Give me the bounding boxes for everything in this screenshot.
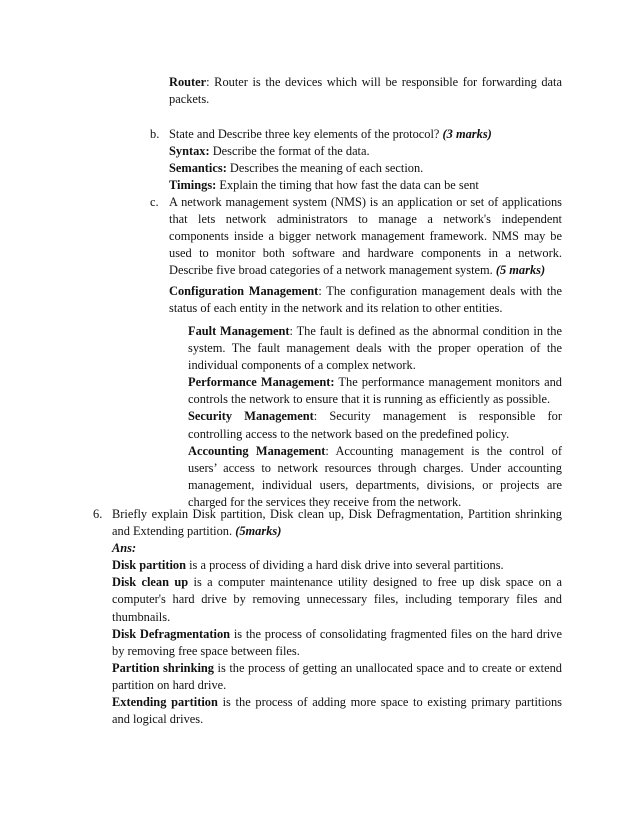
accounting-management-paragraph: Accounting Management: Accounting management is the control of users’ access to network resources through charges. Under accounting management, individual users, departments, divisions, or projects are charged for the services they receive from the network. [188, 443, 562, 509]
question-6-number: 6. [93, 507, 103, 521]
fault-management-paragraph: Fault Management: The fault is defined as the abnormal condition in the system. The fault management deals with the proper operation of the individual components of a complex network. [188, 324, 562, 373]
router-term: Router [169, 75, 207, 89]
answer-label: Ans: [112, 541, 137, 556]
security-management-paragraph: Security Management: Security management is responsible for controlling access to the network based on the predefined policy. [188, 409, 562, 441]
question-b-marks: (3 marks) [442, 127, 492, 141]
question-6 [112, 506, 562, 728]
disk-defragmentation-paragraph: Disk Defragmentation is the process of consolidating fragmented files on the hard drive by removing free space between files. [112, 626, 562, 658]
question-b [169, 126, 562, 194]
timings-line: Timings: Explain the timing that how fast the data can be sent [169, 178, 479, 193]
partition-shrinking-paragraph: Partition shrinking is the process of getting an unallocated space and to create or extend partition on hard drive. [112, 660, 563, 692]
performance-management-paragraph: Performance Management: The performance management monitors and controls the network to ensure that it is running as efficiently as possible. [188, 375, 562, 407]
question-c-marks: (5 marks) [495, 263, 546, 278]
router-text: : Router is the devices which will be responsible for forwarding data packets. [169, 75, 562, 107]
configuration-management-paragraph: Configuration Management: The configuration management deals with the status of each entity in the network and its relation to other entities. [169, 284, 562, 316]
question-c-label: c. [150, 195, 159, 209]
configuration-management-term: Configuration Management [169, 284, 319, 298]
question-b-label: b. [150, 127, 160, 141]
question-b-text: State and Describe three key elements of the protocol? (3 marks) [169, 127, 492, 141]
router-paragraph [169, 74, 562, 108]
question-c-text: A network management system (NMS) is an application or set of applications that lets network administrators to manage a network's independent components inside a bigger network management framework. NMS may be used to monitor both software and hardware components in a network. Describe five broad categories of a network management system. (5 marks) [169, 195, 562, 278]
disk-cleanup-paragraph: Disk clean up is a computer maintenance utility designed to free up disk space on a computer's hard drive by removing unnecessary files, including temporary files and thumbnails. [112, 575, 563, 624]
nms-categories-list [188, 323, 562, 511]
syntax-line: Syntax: Describe the format of the data. [169, 144, 370, 159]
question-6-marks: (5marks) [235, 524, 282, 539]
semantics-line: Semantics: Describes the meaning of each section. [169, 161, 424, 176]
question-6-text: Briefly explain Disk partition, Disk clean up, Disk Defragmentation, Partition shrinking and Extending partition. (5marks) [112, 507, 562, 539]
disk-partition-paragraph: Disk partition is a process of dividing a hard disk drive into several partitions. [112, 558, 504, 573]
extending-partition-paragraph: Extending partition is the process of adding more space to existing primary partitions and logical drives. [112, 695, 562, 727]
